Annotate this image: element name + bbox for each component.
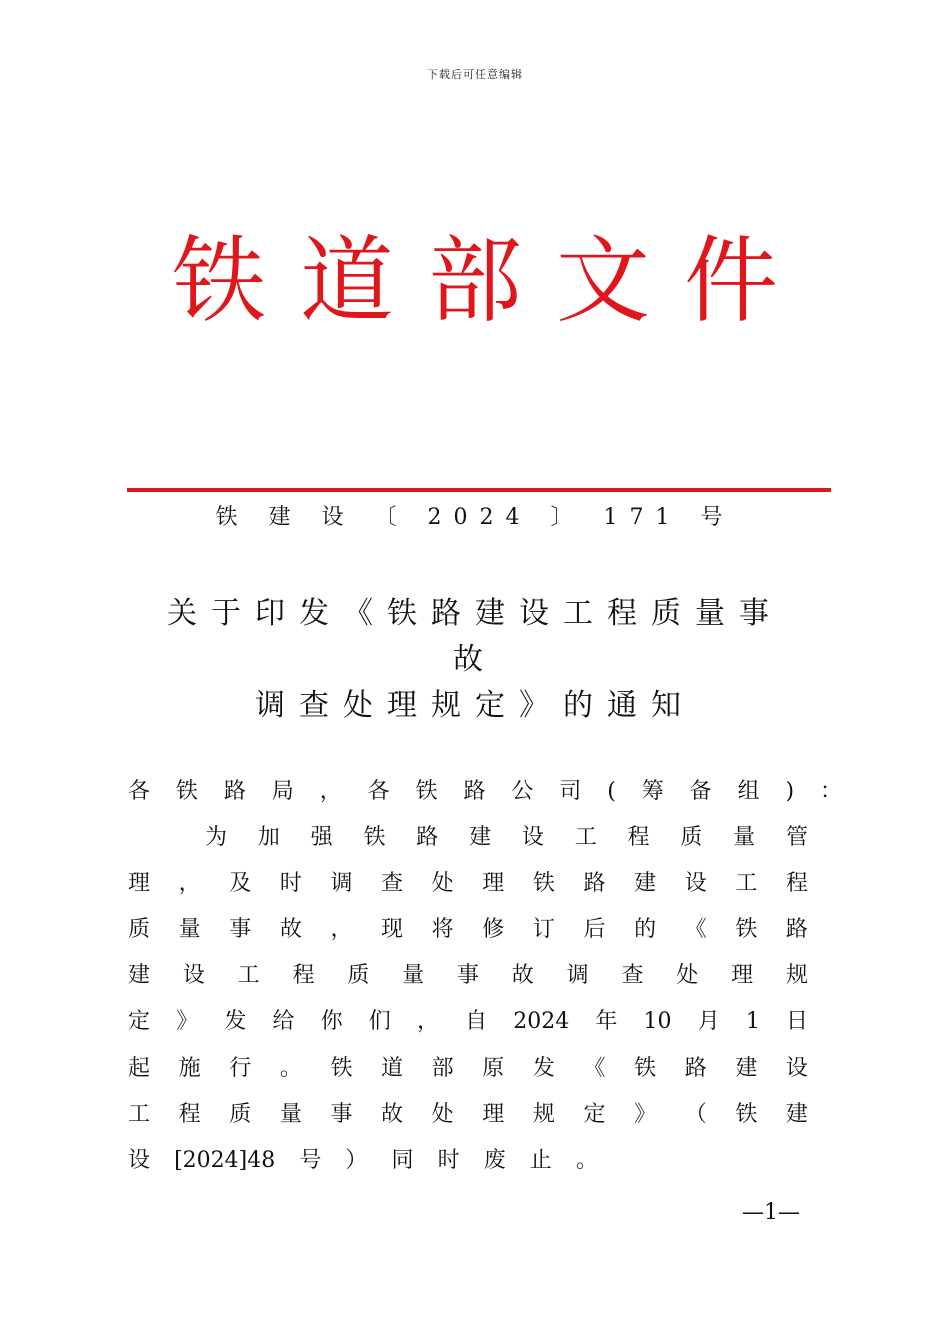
body-line-6: 起 施 行 。 铁 道 部 原 发 《 铁 路 建 设: [128, 1056, 808, 1081]
body-line-3: 质 量 事 故 ， 现 将 修 订 后 的 《 铁 路: [128, 917, 808, 942]
body-line-7: 工 程 质 量 事 故 处 理 规 定 》 （ 铁 建: [128, 1102, 808, 1127]
body-line-1: 为 加 强 铁 路 建 设 工 程 质 量 管: [205, 825, 808, 850]
body-line-5: 定 》 发 给 你 们 ， 自 2024 年 10 月 1 日: [128, 1009, 808, 1034]
masthead-title: 铁道部文件: [171, 227, 812, 336]
body-line-2: 理 ， 及 时 调 查 处 理 铁 路 建 设 工 程: [128, 871, 808, 896]
body-line-8: 设 [2024]48 号 ） 同 时 废 止 。: [128, 1148, 598, 1173]
header-note: 下载后可任意编辑: [427, 68, 523, 81]
notice-title-line-2: 故: [453, 642, 497, 677]
notice-title-line-1: 关于印发《铁路建设工程质量事: [167, 596, 783, 631]
red-divider-rule: [127, 488, 831, 492]
document-number: 铁 建 设 〔 2024 〕 171 号: [215, 505, 735, 530]
page-number: —1—: [742, 1200, 800, 1225]
notice-title-line-3: 调查处理规定》的通知: [255, 688, 695, 723]
salutation: 各 铁 路 局 ， 各 铁 路 公 司 ( 筹 备 组 ) ：: [128, 779, 842, 804]
body-line-4: 建 设 工 程 质 量 事 故 调 查 处 理 规: [128, 963, 808, 988]
